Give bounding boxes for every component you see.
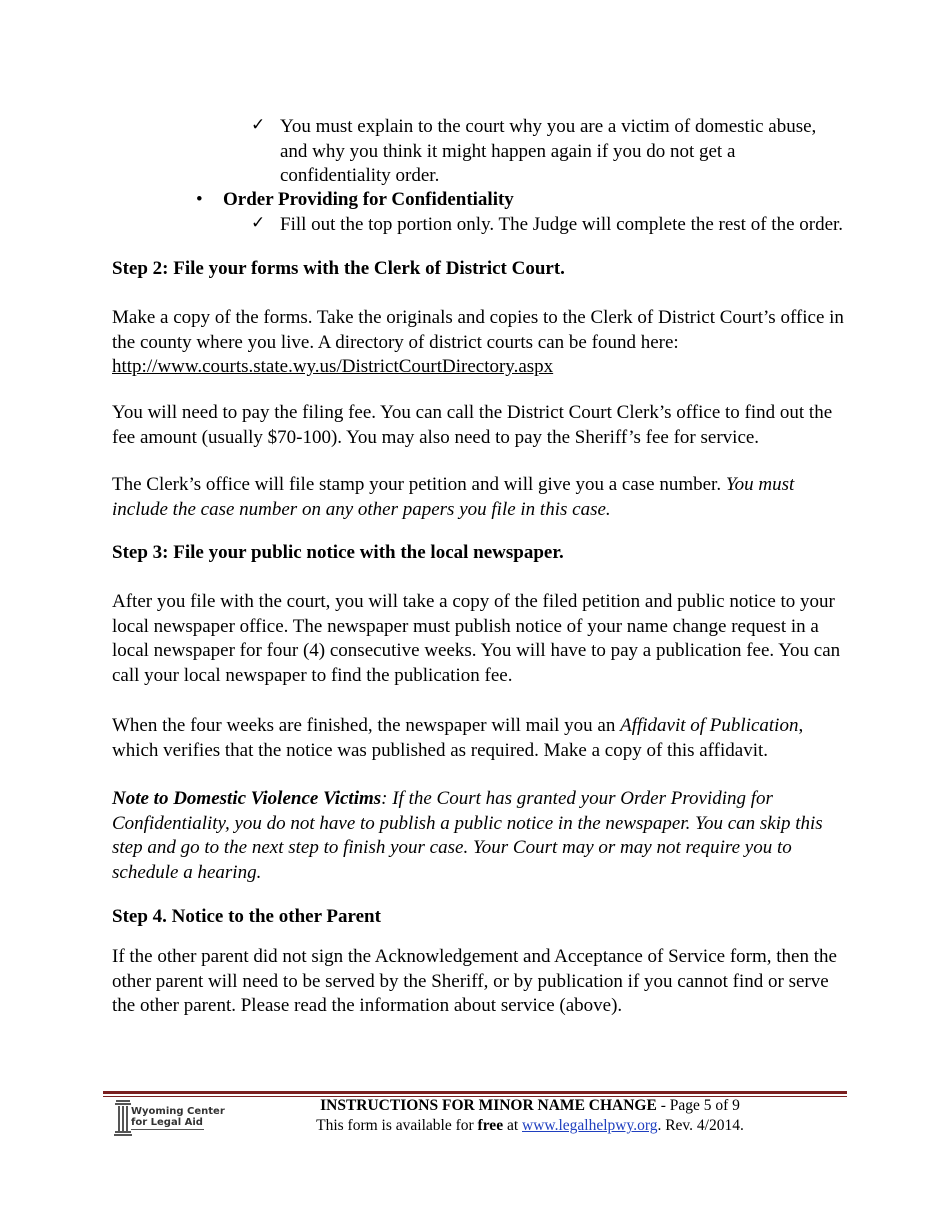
step2-fee-paragraph	[112, 401, 832, 450]
logo-underline	[131, 1129, 204, 1130]
text-line: You will need to pay the filing fee. You can call the District Court Clerk’s office to find out the	[112, 402, 833, 423]
note-label: Note to Domestic Violence Victims	[112, 788, 382, 809]
check-item-text	[280, 115, 816, 189]
text-line: schedule a hearing.	[112, 861, 262, 883]
italic-text: include the case number on any other papers you file in this case.	[112, 498, 611, 520]
step2-case-number-paragraph	[112, 473, 794, 522]
text-line: local newspaper for four (4) consecutive weeks. You will have to pay a publication fee. You can	[112, 640, 841, 661]
text-span: The Clerk’s office will file stamp your petition and will give you a case number.	[112, 474, 726, 495]
free-label: free	[477, 1117, 504, 1134]
check-item-text: Fill out the top portion only. The Judge will complete the rest of the order.	[280, 214, 844, 235]
text-line: After you file with the court, you will take a copy of the filed petition and public notice to your	[112, 591, 835, 612]
step3-heading: Step 3: File your public notice with the local newspaper.	[112, 542, 564, 563]
text-span: at	[503, 1117, 523, 1134]
text-line: call your local newspaper to find the publication fee.	[112, 664, 513, 686]
italic-text: Affidavit of Publication	[620, 715, 799, 736]
legalhelpwy-link[interactable]: www.legalhelpwy.org	[522, 1117, 658, 1134]
text-span: ,	[798, 715, 804, 736]
checkmark-icon: ✓	[251, 213, 266, 232]
text-line: You must explain to the court why you are a victim of domestic abuse,	[280, 116, 817, 137]
text-line: confidentiality order.	[280, 165, 440, 186]
text-line: and why you think it might happen again if you do not get a	[280, 140, 736, 162]
text-line: step and go to the next step to finish your case. Your Court may or may not require you to	[112, 837, 792, 858]
text-span: This form is available for	[316, 1117, 478, 1134]
logo-line: for Legal Aid	[131, 1117, 203, 1128]
text-line: which verifies that the notice was published as required. Make a copy of this affidavit.	[112, 739, 769, 761]
checkmark-icon: ✓	[251, 115, 266, 134]
footer-availability	[250, 1116, 810, 1136]
district-court-directory-link[interactable]: http://www.courts.state.wy.us/DistrictCourtDirectory.aspx	[112, 356, 554, 377]
text-line: Confidentiality, you do not have to publish a public notice in the newspaper. You can skip this	[112, 812, 823, 834]
logo-line: Wyoming Center	[131, 1106, 225, 1117]
step2-paragraph	[112, 306, 844, 380]
footer-rule	[103, 1091, 847, 1094]
italic-text: You must	[725, 474, 795, 495]
text-line: other parent will need to be served by the Sheriff, or by publication if you cannot find or serve	[112, 970, 829, 992]
footer-title-bold: INSTRUCTIONS FOR MINOR NAME CHANGE	[320, 1097, 657, 1114]
footer-title	[250, 1096, 810, 1116]
text-line: If the other parent did not sign the Acknowledgement and Acceptance of Service form, then the	[112, 946, 837, 967]
bullet-title: Order Providing for Confidentiality	[223, 189, 514, 210]
domestic-violence-note	[112, 787, 823, 885]
step4-paragraph	[112, 945, 837, 1019]
text-line: fee amount (usually $70-100). You may also need to pay the Sheriff’s fee for service.	[112, 426, 760, 448]
text-line: the other parent. Please read the information about service (above).	[112, 995, 623, 1016]
text-span: : If the Court has granted your Order Providing for	[381, 788, 773, 809]
step4-heading: Step 4. Notice to the other Parent	[112, 906, 381, 927]
text-line: Make a copy of the forms. Take the originals and copies to the Clerk of District Court’s office in	[112, 307, 844, 328]
text-line: the county where you live. A directory of district courts can be found here:	[112, 331, 679, 353]
revision-date: . Rev. 4/2014.	[657, 1117, 744, 1134]
text-line: local newspaper office. The newspaper must publish notice of your name change request in a	[112, 615, 819, 637]
step3-paragraph	[112, 590, 840, 688]
page-number: - Page 5 of 9	[656, 1097, 740, 1114]
bullet-icon: •	[196, 189, 203, 210]
text-span: When the four weeks are finished, the newspaper will mail you an	[112, 715, 621, 736]
step2-heading: Step 2: File your forms with the Clerk of District Court.	[112, 258, 565, 279]
step3-affidavit-paragraph	[112, 714, 803, 763]
logo-text	[131, 1106, 225, 1128]
